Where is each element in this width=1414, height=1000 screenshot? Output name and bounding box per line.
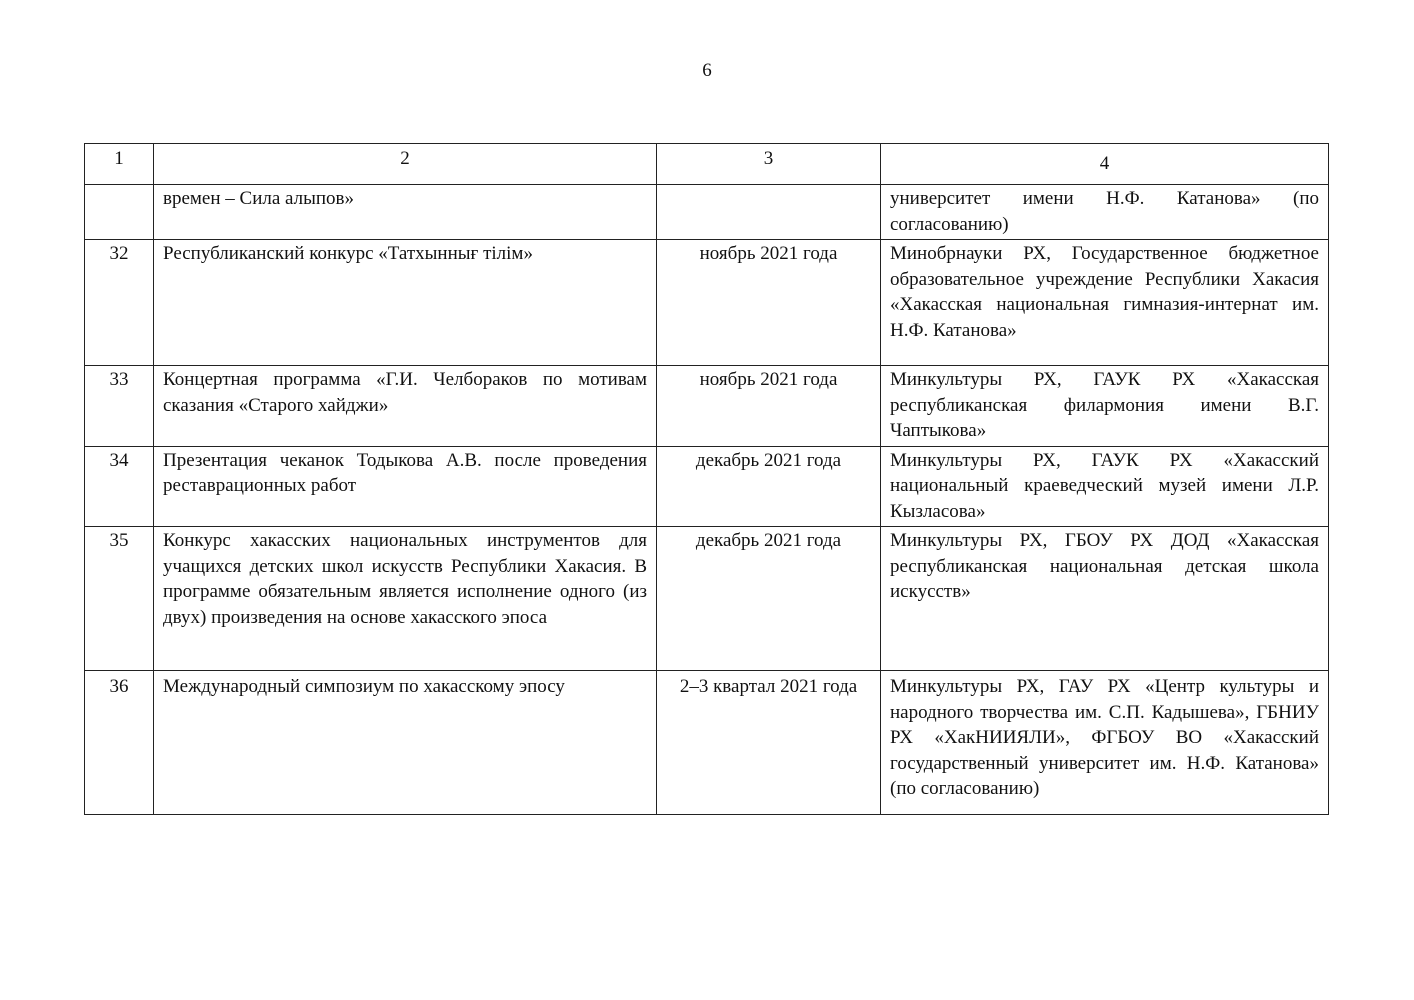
event-name: Международный симпозиум по хакасскому эпосу	[154, 671, 657, 815]
event-name: времен – Сила алыпов»	[154, 185, 657, 240]
table-row	[85, 527, 1329, 671]
page-number: 6	[702, 60, 712, 81]
row-number: 35	[85, 527, 154, 671]
column-number-4: 4	[881, 144, 1329, 185]
table-row	[85, 240, 1329, 366]
row-number	[85, 185, 154, 240]
row-number: 36	[85, 671, 154, 815]
column-number-2: 2	[154, 144, 657, 185]
table-row	[85, 671, 1329, 815]
event-date: ноябрь 2021 года	[657, 240, 881, 366]
responsible-organization: Минкультуры РХ, ГАУК РХ «Хакасская республиканская филармония имени В.Г. Чаптыкова»	[881, 366, 1329, 447]
event-name: Республиканский конкурс «Татхыннығ тілім»	[154, 240, 657, 366]
event-name: Презентация чеканок Тодыкова А.В. после проведения реставрационных работ	[154, 446, 657, 527]
responsible-organization: университет имени Н.Ф. Катанова» (по согласованию)	[881, 185, 1329, 240]
column-number-3: 3	[657, 144, 881, 185]
responsible-organization: Минкультуры РХ, ГАУК РХ «Хакасский национальный краеведческий музей имени Л.Р. Кызласова»	[881, 446, 1329, 527]
row-number: 33	[85, 366, 154, 447]
responsible-organization: Минкультуры РХ, ГАУ РХ «Центр культуры и народного творчества им. С.П. Кадышева», ГБНИУ РХ «ХакНИИЯЛИ», ФГБОУ ВО «Хакасский государственный университет им. Н.Ф. Катанова» (по согласованию)	[881, 671, 1329, 815]
event-date: 2–3 квартал 2021 года	[657, 671, 881, 815]
event-date: декабрь 2021 года	[657, 527, 881, 671]
row-number: 32	[85, 240, 154, 366]
table-header-row	[85, 144, 1329, 185]
column-number-1: 1	[85, 144, 154, 185]
responsible-organization: Минкультуры РХ, ГБОУ РХ ДОД «Хакасская республиканская национальная детская школа искусств»	[881, 527, 1329, 671]
row-number: 34	[85, 446, 154, 527]
event-name: Концертная программа «Г.И. Челбораков по мотивам сказания «Старого хайджи»	[154, 366, 657, 447]
table-row	[85, 185, 1329, 240]
event-date: декабрь 2021 года	[657, 446, 881, 527]
table-row	[85, 366, 1329, 447]
events-table	[84, 143, 1329, 815]
table-row	[85, 446, 1329, 527]
responsible-organization: Минобрнауки РХ, Государственное бюджетное образовательное учреждение Республики Хакасия «Хакасская национальная гимназия-интернат им. Н.Ф. Катанова»	[881, 240, 1329, 366]
event-name: Конкурс хакасских национальных инструментов для учащихся детских школ искусств Республики Хакасия. В программе обязательным является исполнение одного (из двух) произведения на основе хакасского эпоса	[154, 527, 657, 671]
event-date	[657, 185, 881, 240]
event-date: ноябрь 2021 года	[657, 366, 881, 447]
